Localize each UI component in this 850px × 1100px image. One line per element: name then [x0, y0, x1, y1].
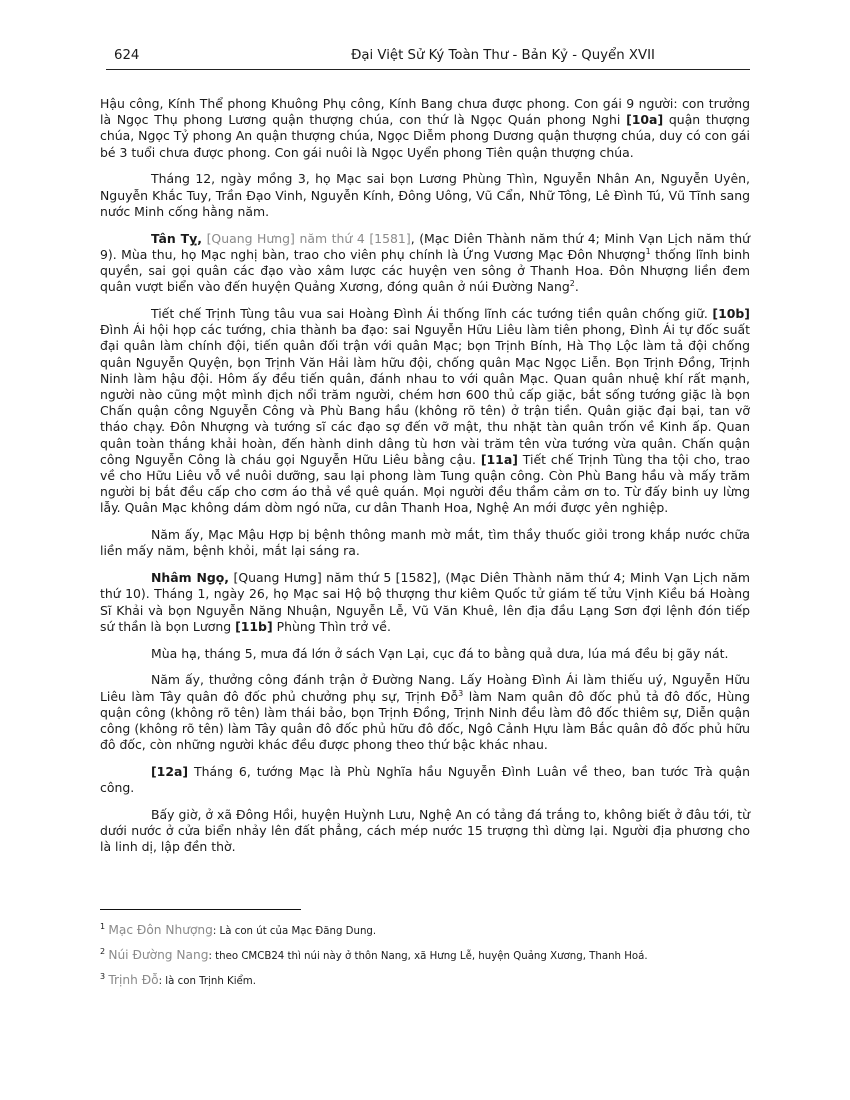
bold-marker: Nhâm Ngọ, — [151, 570, 230, 586]
footnote-term: Núi Đường Nang — [108, 948, 209, 962]
bold-marker: [10b] — [712, 306, 750, 322]
paragraph — [100, 672, 750, 753]
footnote-text: : theo CMCB24 thì núi này ở thôn Nang, xã Hưng Lễ, huyện Quảng Xương, Thanh Hoá. — [208, 951, 648, 962]
text-run: quận thượng chúa, Ngọc Tỷ phong An quận thượng chúa, Ngọc Diễm phong Dương quận thượng chúa, duy có con gái bé 3 tuổi chưa được phong. Con gái nuôi là Ngọc Uyển phong Tiên quận thượng chúa. — [100, 112, 750, 160]
text-run: Năm ấy, Mạc Mậu Hợp bị bệnh thông manh mờ mắt, tìm thầy thuốc giỏi trong khắp nước chữa liền mấy năm, bệnh khỏi, mắt lại sáng ra. — [100, 527, 750, 559]
footnote-separator — [100, 909, 301, 910]
text-run: Tiết chế Trịnh Tùng tha tội cho, trao về cho Hữu Liêu vỗ về nuôi dưỡng, sau lại phong làm Tung quận công. Còn Phù Bang hầu và mấy trăm người bị bắt đều cấp cho cơm áo thả về quê quán. Mọi người đều thầm cảm ơn to. Từ đấy binh uy lừng lẫy. Quân Mạc không dám dòm ngó nữa, cư dân Thanh Hoa, Nghệ An mới được yên nghiệp. — [100, 451, 750, 516]
running-title: Đại Việt Sử Ký Toàn Thư - Bản Kỷ - Quyển XVII — [351, 48, 655, 63]
era-reference: [Quang Hưng] năm thứ 4 [1581] — [206, 230, 411, 246]
bold-marker: [10a] — [626, 112, 664, 128]
text-run: [Quang Hưng] năm thứ 5 [1582], (Mạc Diên Thành năm thứ 4; Minh Vạn Lịch năm thứ 10). Tháng 1, ngày 26, họ Mạc sai Hộ bộ thượng thư kiêm Quốc tử giám tế tửu Vịnh Kiều bá Hoàng Sĩ Khải và bọn Nguyễn Năng Nhuận, Nguyễn Lễ, Vũ Văn Khuê, lên địa đầu Lạng Sơn đợi lệnh đón tiếp sứ thần là bọn Lương — [100, 570, 750, 634]
footnote — [100, 974, 750, 988]
text-run: . — [574, 279, 579, 295]
text-run: Tháng 12, ngày mồng 3, họ Mạc sai bọn Lương Phùng Thìn, Nguyễn Nhân An, Nguyễn Uyên, Nguyễn Khắc Tuy, Trần Đạo Vinh, Nguyễn Kính, Đông Uông, Vũ Cẩn, Nhữ Tông, Lê Đình Tú, Vũ Tĩnh sang nước Minh cống hằng năm. — [100, 171, 750, 219]
footnote-ref[interactable]: 3 — [458, 688, 464, 698]
text-run: Đình Ái hội họp các tướng, chia thành ba đạo: sai Nguyễn Hữu Liêu làm tiên phong, Đình Ái tự đốc suất đại quân làm chính đội, tiến quân đối trận với quân Mạc; bọn Trịnh Bính, Hà Thọ Lộc làm tả đội chống quân Nguyễn Quyện, bọn Trịnh Văn Hải làm hữu đội, chống quân Mạc Ngọc Liễn. Bọn Trịnh Đồng, Trịnh Ninh làm hậu đội. Hôm ấy đều tiến quân, đánh nhau to với quân Mạc. Quan quân nhuệ khí rất mạnh, người nào cũng một mình địch nổi trăm người, chém hơn 600 thủ cấp giặc, bắt sống tướng giặc là bọn Chấn quận công Nguyễn Công và Phù Bang hầu (không rõ tên) ở trận tiền. Quân giặc đại bại, tan vỡ tháo chạy. Đôn Nhượng và tướng sĩ các đạo sợ đến vỡ mật, thu nhặt tàn quân trốn về Kinh ấp. Quan quân toàn thắng khải hoàn, đến hành dinh dâng tù hơn vài trăm tên vừa tướng vừa quân. Chấn quận công Nguyễn Công là cháu gọi Nguyễn Hữu Liêu bằng cậu. — [100, 322, 750, 467]
footnote-number: 1 — [100, 922, 106, 931]
footnote-number: 3 — [100, 972, 106, 981]
paragraph — [100, 807, 750, 856]
page-header — [106, 48, 750, 72]
footnote — [100, 949, 750, 963]
paragraph — [100, 764, 750, 796]
text-run: Bấy giờ, ở xã Đông Hồi, huyện Huỳnh Lưu, Nghệ An có tảng đá trắng to, không biết ở đâu tới, từ dưới nước ở cửa biển nhảy lên đất phẳng, cách mép nước 15 trượng thì dừng lại. Người địa phương cho là linh dị, lập đền thờ. — [100, 807, 750, 855]
text-run: làm Nam quân đô đốc phủ tả đô đốc, Hùng quận công (không rõ tên) làm thái bảo, bọn Trịnh Đồng, Trịnh Ninh đều làm đô đốc thiêm sự, Diễn quận công (không rõ tên) làm Tây quân đô đốc phủ hữu đô đốc, Ngô Cảnh Hựu làm Bắc quân đô đốc phủ hữu đô đốc, còn những người khác đều được phong theo thứ bậc khác nhau. — [100, 688, 750, 753]
paragraph — [100, 527, 750, 559]
paragraph — [100, 231, 750, 296]
header-rule — [106, 69, 750, 70]
bold-marker: [11a] — [480, 451, 518, 467]
text-run: , (Mạc Diên Thành năm thứ 4; Minh Vạn Lịch năm thứ 9). Mùa thu, họ Mạc nghị bàn, trao cho viên phụ chính là Ứng Vương Mạc Đôn Nhượng — [100, 230, 750, 262]
paragraph — [100, 96, 750, 161]
footnote-ref[interactable]: 2 — [569, 279, 575, 289]
footnote-ref[interactable]: 1 — [645, 246, 651, 256]
page-number: 624 — [114, 48, 140, 63]
text-run: Hậu công, Kính Thể phong Khuông Phụ công, Kính Bang chưa được phong. Con gái 9 người: con trưởng là Ngọc Thụ phong Lương quận thượng chúa, con thứ là Ngọc Quán phong Nghi — [100, 96, 750, 128]
paragraph — [100, 171, 750, 220]
text-run: Tiết chế Trịnh Tùng tâu vua sai Hoàng Đình Ái thống lĩnh các tướng tiền quân chống giữ. — [151, 306, 713, 322]
paragraph — [100, 570, 750, 635]
text-run: Tháng 6, tướng Mạc là Phù Nghĩa hầu Nguyễn Đình Luân về theo, ban tước Trà quận công. — [100, 764, 750, 796]
text-run: Phùng Thìn trở về. — [272, 618, 391, 634]
footnote-number: 2 — [100, 947, 106, 956]
footnote-term: Trịnh Đỗ — [108, 973, 159, 987]
footnote-text: : là con Trịnh Kiểm. — [158, 976, 256, 987]
text-run: Năm ấy, thưởng công đánh trận ở Đường Nang. Lấy Hoàng Đình Ái làm thiếu uý, Nguyễn Hữu Liêu làm Tây quân đô đốc phủ chưởng phụ sự, Trịnh Đỗ — [100, 672, 750, 704]
footnote — [100, 924, 750, 938]
text-run: Mùa hạ, tháng 5, mưa đá lớn ở sách Vạn Lại, cục đá to bằng quả dưa, lúa má đều bị gãy nát. — [151, 645, 729, 661]
paragraph — [100, 646, 750, 662]
footnote-term: Mạc Đôn Nhượng — [108, 923, 213, 937]
footnotes — [100, 924, 750, 999]
bold-marker: Tân Tỵ, — [151, 230, 202, 246]
bold-marker: [12a] — [151, 764, 189, 780]
footnote-text: : Là con út của Mạc Đăng Dung. — [212, 926, 377, 937]
body-text — [100, 96, 750, 866]
bold-marker: [11b] — [235, 618, 273, 634]
text-run: thống lĩnh binh quyền, sai gọi quân các đạo vào xâm lược các huyện ven sông ở Thanh Hoa. Đôn Nhượng liền đem quân vượt biển vào đến huyện Quảng Xương, đóng quân ở núi Đường Nang — [100, 246, 750, 295]
paragraph — [100, 306, 750, 517]
